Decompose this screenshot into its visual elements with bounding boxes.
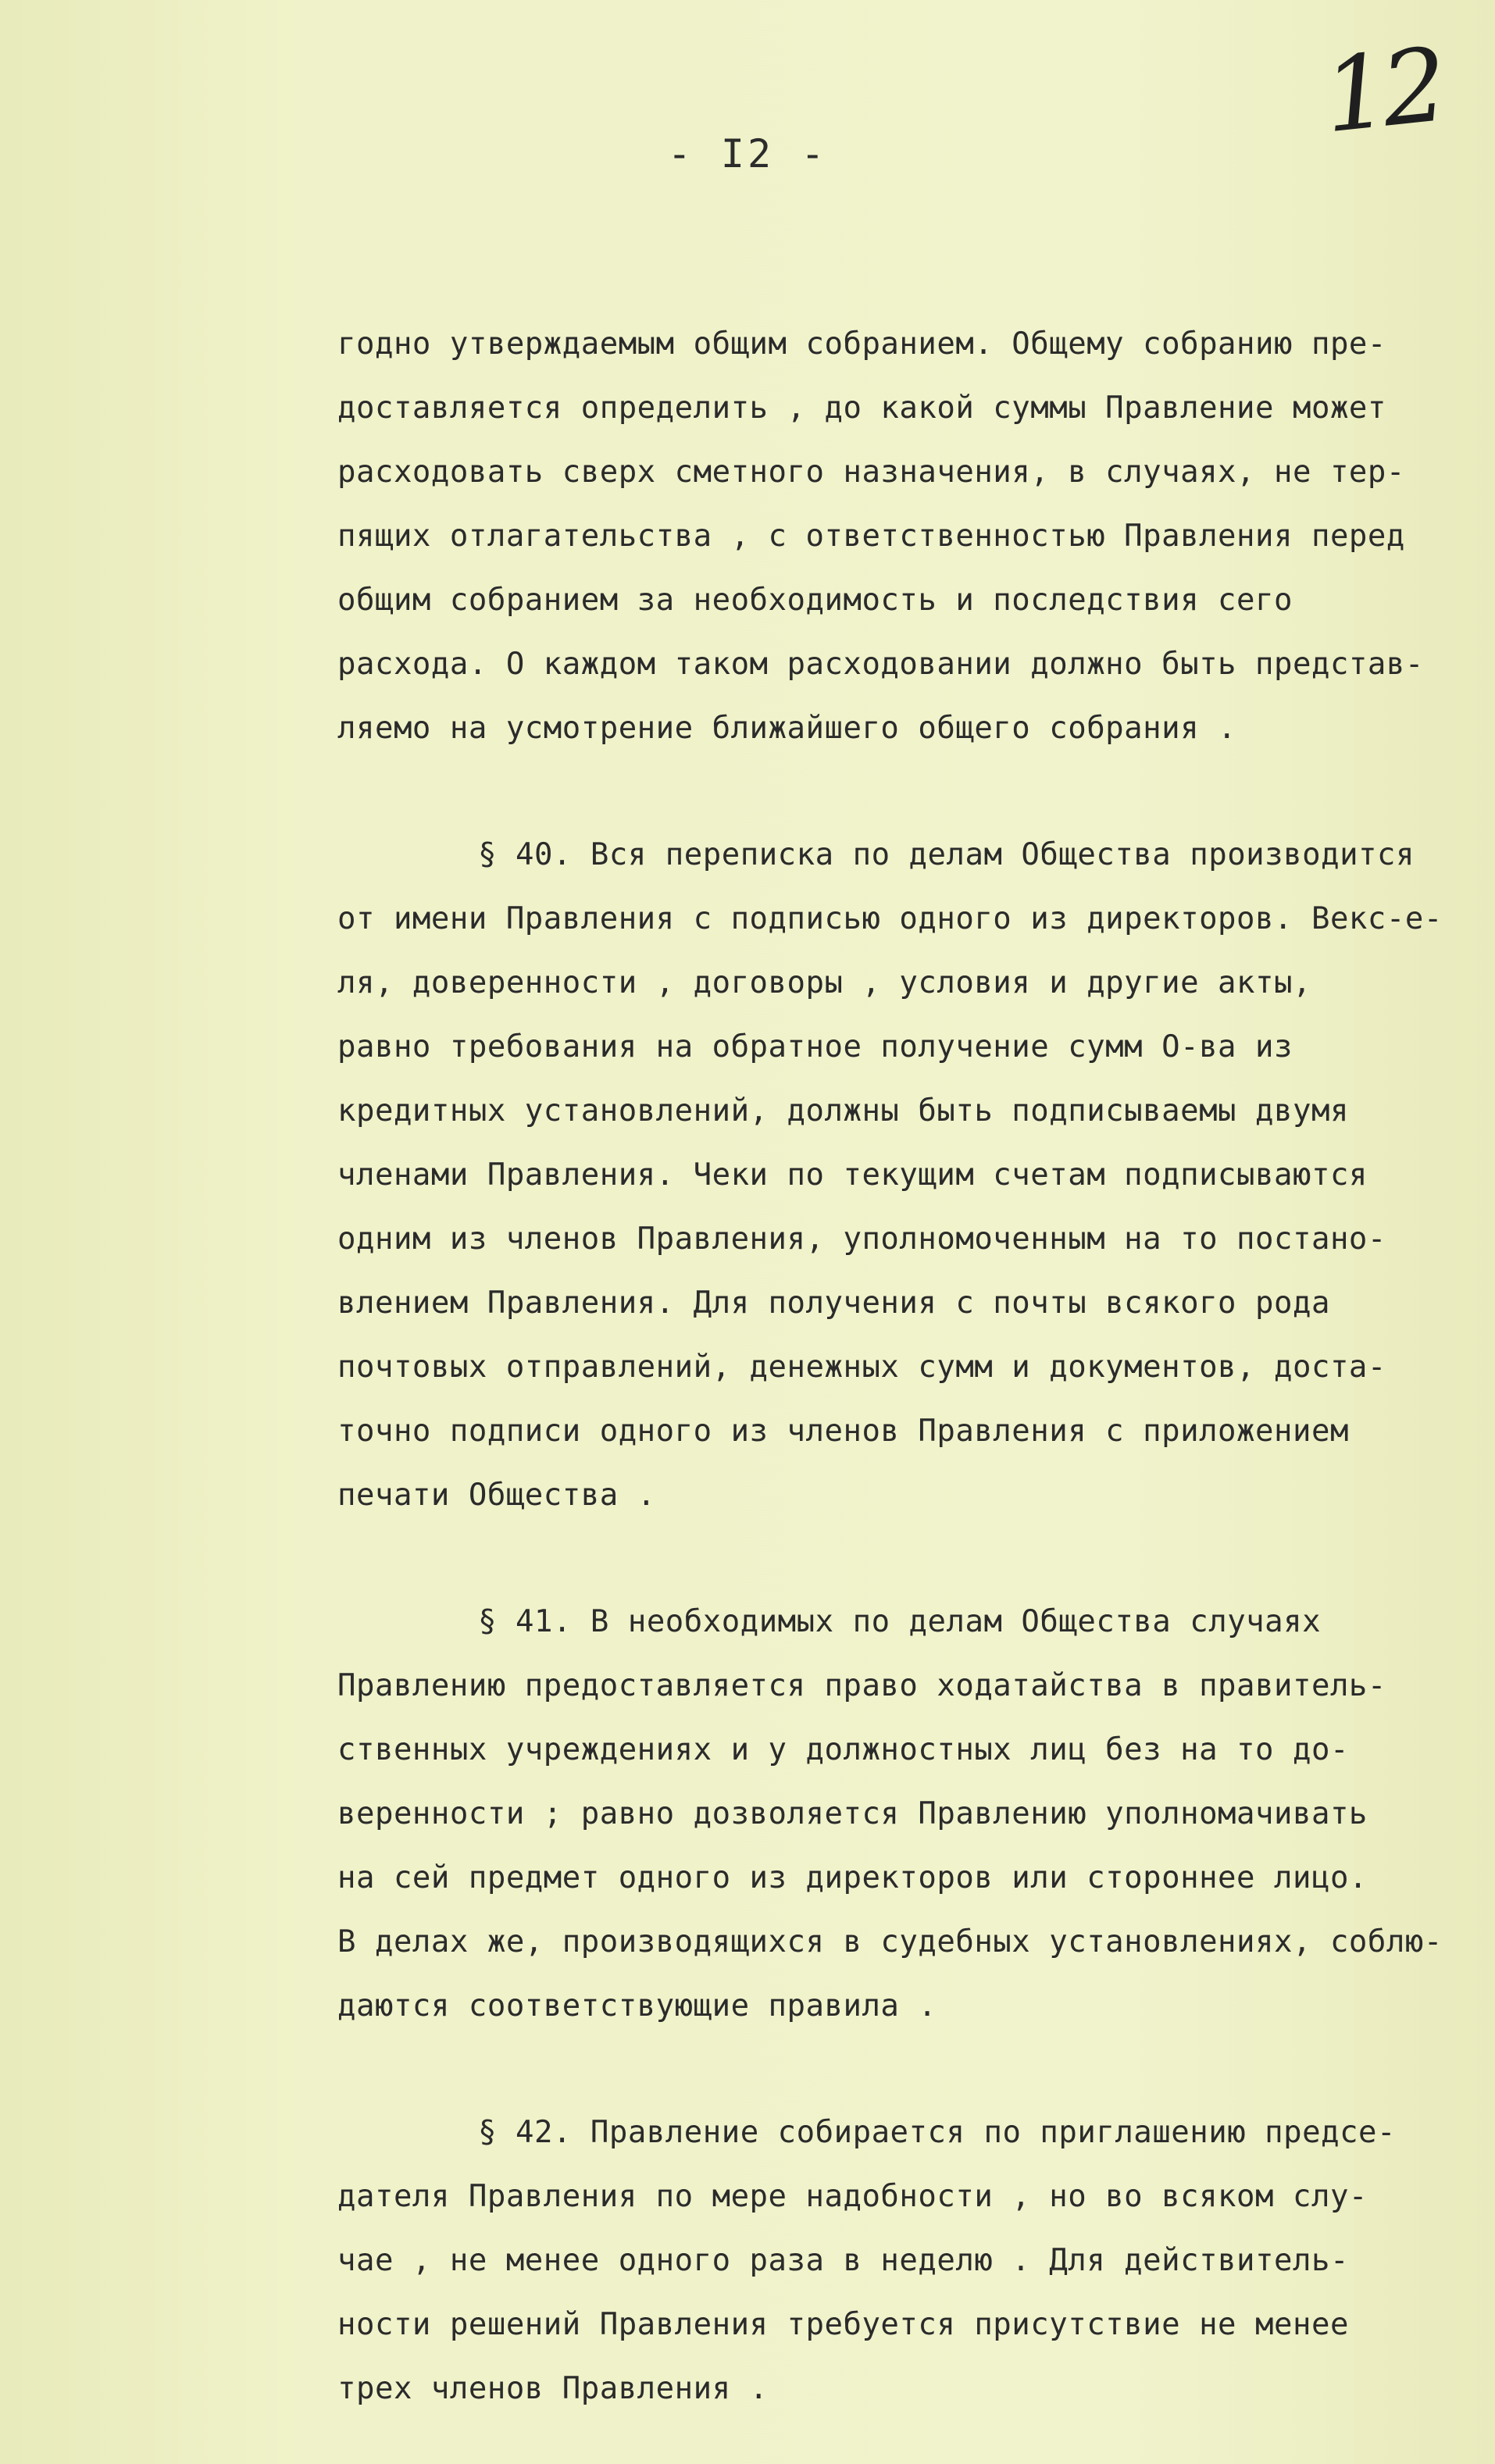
paragraph-section-41 xyxy=(337,1590,1462,2038)
paragraph-section-40 xyxy=(337,823,1462,1528)
paragraph-section-42 xyxy=(337,2101,1462,2421)
text-line: дателя Правления по мере надобности , но во всяком слу- xyxy=(337,2179,1368,2214)
text-line: членами Правления. Чеки по текущим счетам подписываются xyxy=(337,1157,1368,1193)
text-line: чае , не менее одного раза в неделю . Для действитель- xyxy=(337,2243,1349,2278)
paragraph-continuation xyxy=(337,312,1462,761)
text-line: ляемо на усмотрение ближайшего общего собрания . xyxy=(337,711,1237,746)
text-line: § 42. Правление собирается по приглашению предсе- xyxy=(478,2115,1397,2150)
text-line: влением Правления. Для получения с почты всякого рода xyxy=(337,1285,1330,1321)
page-number: - I2 - xyxy=(667,131,828,177)
text-line: ля, доверенности , договоры , условия и другие акты, xyxy=(337,965,1311,1000)
text-line: расходовать сверх сметного назначения, в случаях, не тер- xyxy=(337,455,1405,490)
text-line: В делах же, производящихся в судебных установлениях, соблю- xyxy=(337,1924,1443,1959)
text-line: кредитных установлений, должны быть подписываемы двумя xyxy=(337,1093,1349,1129)
text-line: от имени Правления с подписью одного из директоров. Векс-е- xyxy=(337,901,1443,936)
text-line: § 41. В необходимых по делам Общества случаях xyxy=(478,1604,1322,1639)
text-line: ности решений Правления требуется присутствие не менее xyxy=(337,2307,1349,2342)
text-line: пящих отлагательства , с ответственностью Правления перед xyxy=(337,519,1405,554)
handwritten-page-number: 12 xyxy=(1318,25,1447,156)
text-line: § 40. Вся переписка по делам Общества производится xyxy=(478,837,1415,872)
text-line: годно утверждаемым общим собранием. Общему собранию пре- xyxy=(337,326,1386,362)
text-line: общим собранием за необходимость и последствия сего xyxy=(337,583,1293,618)
text-line: равно требования на обратное получение сумм О-ва из xyxy=(337,1029,1293,1064)
text-line: на сей предмет одного из директоров или стороннее лицо. xyxy=(337,1860,1368,1895)
text-line: даются соответствующие правила . xyxy=(337,1988,937,2024)
text-line: Правлению предоставляется право ходатайства в правитель- xyxy=(337,1668,1386,1703)
text-line: расхода. О каждом таком расходовании должно быть представ- xyxy=(337,647,1424,682)
document-body xyxy=(337,312,1462,2421)
text-line: одним из членов Правления, уполномоченным на то постано- xyxy=(337,1221,1386,1257)
text-line: точно подписи одного из членов Правления с приложением xyxy=(337,1414,1349,1449)
text-line: трех членов Правления . xyxy=(337,2371,769,2406)
text-line: печати Общества . xyxy=(337,1478,656,1513)
text-line: ственных учреждениях и у должностных лиц без на то до- xyxy=(337,1732,1349,1767)
text-line: почтовых отправлений, денежных сумм и документов, доста- xyxy=(337,1350,1386,1385)
text-line: веренности ; равно дозволяется Правлению уполномачивать xyxy=(337,1796,1368,1831)
text-line: доставляется определить , до какой суммы Правление может xyxy=(337,390,1386,426)
